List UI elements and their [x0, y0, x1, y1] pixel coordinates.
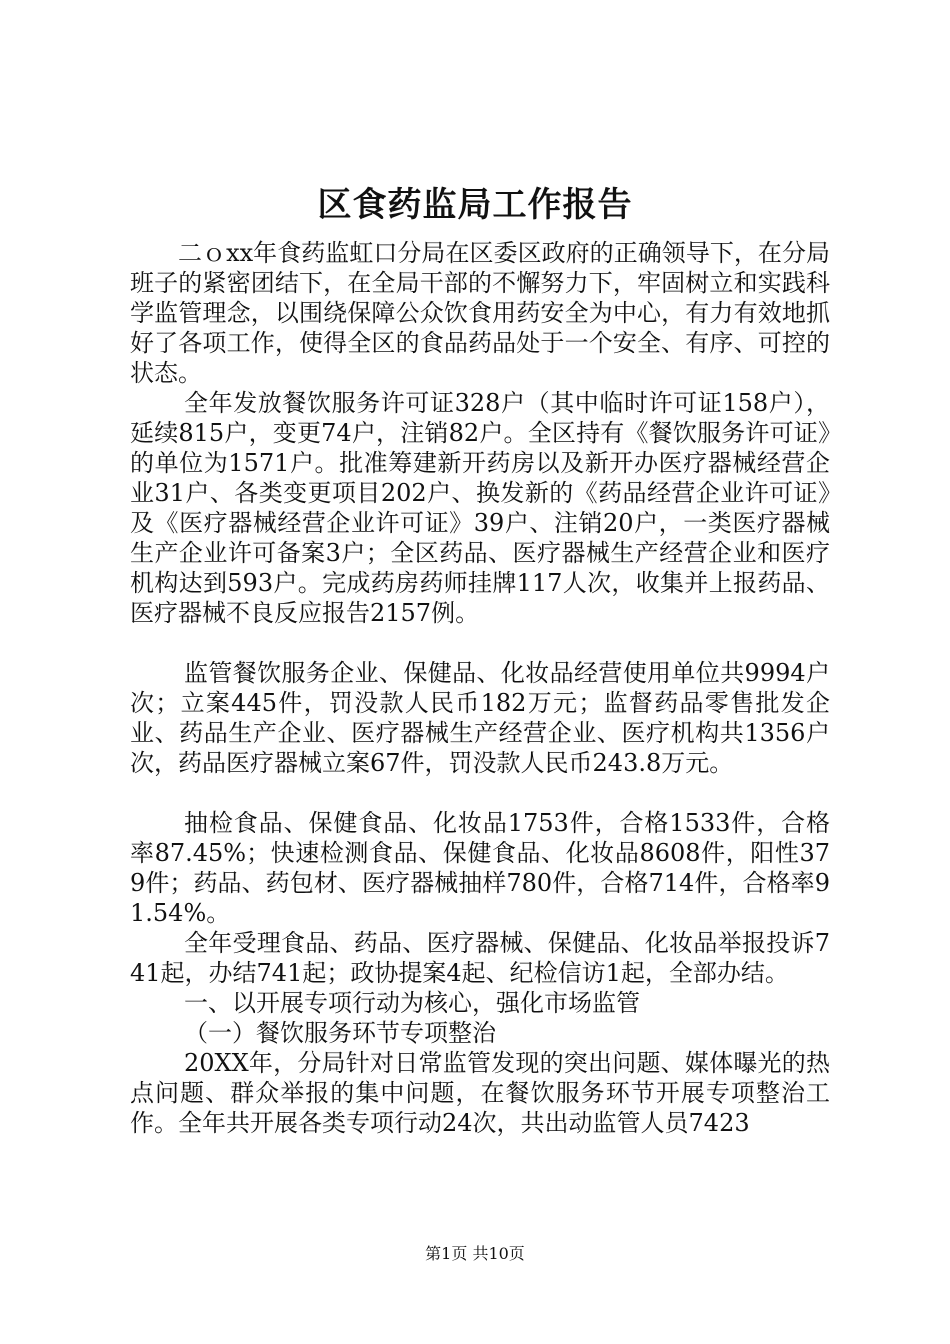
subsection-heading-1: （一）餐饮服务环节专项整治	[184, 1019, 496, 1047]
paragraph-complaints: 全年受理食品、药品、医疗器械、保健品、化妆品举报投诉741起，办结741起；政协提案4起、纪检信访1起，全部办结。	[130, 929, 830, 987]
paragraph-catering: 20XX年，分局针对日常监管发现的突出问题、媒体曝光的热点问题、群众举报的集中问题，在餐饮服务环节开展专项整治工作。全年共开展各类专项行动24次，共出动监管人员7423	[130, 1049, 830, 1137]
paragraph-intro: 二ｏxx年食药监虹口分局在区委区政府的正确领导下，在分局班子的紧密团结下，在全局干部的不懈努力下，牢固树立和实践科学监管理念，以围绕保障公众饮食用药安全为中心，有力有效地抓好了各项工作，使得全区的食品药品处于一个安全、有序、可控的状态。	[130, 239, 830, 387]
document-body	[130, 238, 830, 1138]
page-number: 第1页 共10页	[425, 1244, 525, 1263]
paragraph-spacer	[130, 778, 830, 808]
section-heading-1: 一、以开展专项行动为核心，强化市场监管	[184, 989, 640, 1017]
paragraph-sampling: 抽检食品、保健食品、化妆品1753件，合格1533件，合格率87.45%；快速检测食品、保健食品、化妆品8608件，阳性379件；药品、药包材、医疗器械抽样780件，合格714件，合格率91.54%。	[130, 809, 830, 927]
paragraph-supervision: 监管餐饮服务企业、保健品、化妆品经营使用单位共9994户次；立案445件，罚没款人民币182万元；监督药品零售批发企业、药品生产企业、医疗器械生产经营企业、医疗机构共1356户次，药品医疗器械立案67件，罚没款人民币243.8万元。	[130, 659, 830, 777]
paragraph-spacer	[130, 628, 830, 658]
document-title: 区食药监局工作报告	[317, 185, 633, 225]
paragraph-licenses: 全年发放餐饮服务许可证328户（其中临时许可证158户），延续815户，变更74户，注销82户。全区持有《餐饮服务许可证》的单位为1571户。批准筹建新开药房以及新开办医疗器械经营企业31户、各类变更项目202户、换发新的《药品经营企业许可证》及《医疗器械经营企业许可证》39户、注销20户，一类医疗器械生产企业许可备案3户；全区药品、医疗器械生产经营企业和医疗机构达到593户。完成药房药师挂牌117人次，收集并上报药品、医疗器械不良反应报告2157例。	[130, 389, 830, 627]
